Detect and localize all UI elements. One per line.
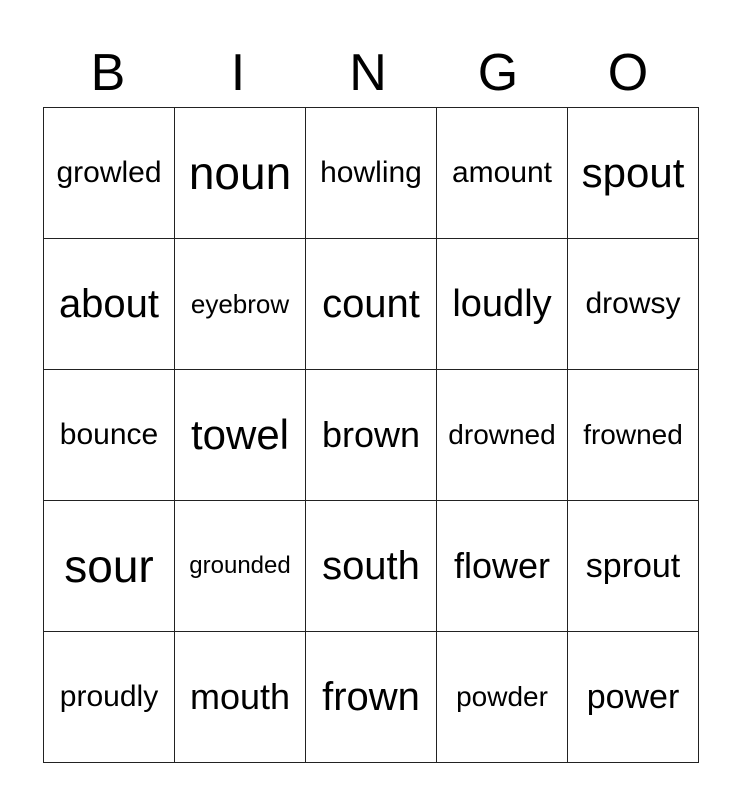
bingo-cell: count — [306, 239, 437, 370]
bingo-cell: grounded — [175, 501, 306, 632]
bingo-cell: proudly — [44, 632, 175, 763]
bingo-cell: about — [44, 239, 175, 370]
bingo-board — [43, 107, 699, 763]
bingo-cell: noun — [175, 108, 306, 239]
board-row — [44, 501, 699, 632]
bingo-cell: frown — [306, 632, 437, 763]
bingo-cell: spout — [568, 108, 699, 239]
bingo-cell: power — [568, 632, 699, 763]
header-letter-g: G — [477, 44, 519, 102]
bingo-cell: growled — [44, 108, 175, 239]
bingo-cell: eyebrow — [175, 239, 306, 370]
board-row — [44, 108, 699, 239]
bingo-cell: brown — [306, 370, 437, 501]
board-row — [44, 632, 699, 763]
bingo-cell: mouth — [175, 632, 306, 763]
header-letter-n: N — [349, 44, 387, 102]
bingo-cell: sprout — [568, 501, 699, 632]
board-row — [44, 370, 699, 501]
bingo-cell: towel — [175, 370, 306, 501]
bingo-cell: frowned — [568, 370, 699, 501]
bingo-cell: flower — [437, 501, 568, 632]
header-letter-o: O — [607, 44, 649, 102]
bingo-cell: sour — [44, 501, 175, 632]
bingo-cell: bounce — [44, 370, 175, 501]
bingo-cell: loudly — [437, 239, 568, 370]
bingo-cell: amount — [437, 108, 568, 239]
bingo-cell: drowned — [437, 370, 568, 501]
bingo-cell: howling — [306, 108, 437, 239]
bingo-cell: powder — [437, 632, 568, 763]
board-row — [44, 239, 699, 370]
header-letter-b: B — [90, 44, 126, 102]
bingo-header — [43, 40, 693, 106]
bingo-cell: south — [306, 501, 437, 632]
bingo-cell: drowsy — [568, 239, 699, 370]
header-letter-i: I — [230, 44, 246, 102]
